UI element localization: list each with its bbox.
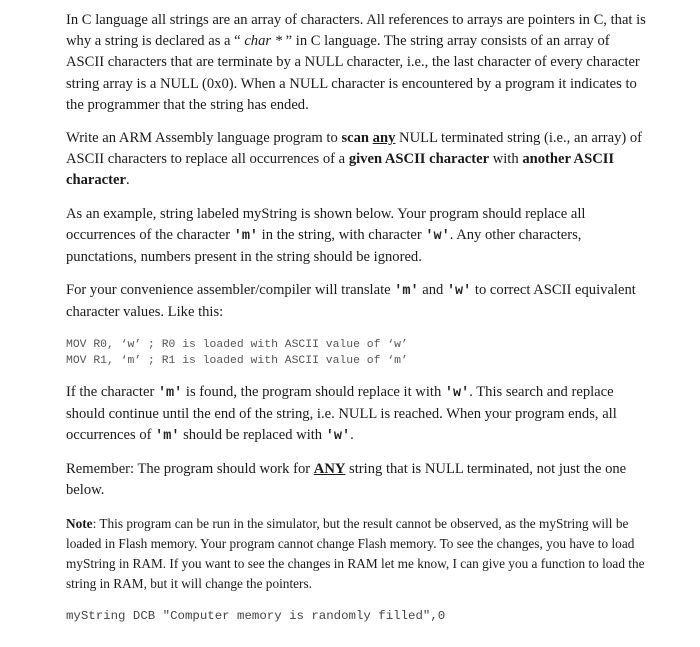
task-text-a: Write an ARM Assembly language program to — [66, 130, 342, 147]
replace-text-a: If the character — [66, 383, 158, 400]
intro-text-b: ” in C language. The string array consists of an array of ASCII characters that are terminate by a NULL character, i.e., the last character of every character string array is a NULL (0x0). When a NULL character is encountered by a program it indicates to the programmer that the string has ended. — [66, 33, 640, 113]
char-m-code: 'm' — [394, 284, 419, 300]
note-paragraph — [66, 514, 648, 594]
example-text-b: in the string, with character — [258, 226, 426, 243]
char-w-code: 'w' — [425, 228, 450, 244]
task-text-b: NULL terminated string (i.e., an array) of ASCII characters to replace all occurrences of a — [66, 130, 643, 168]
example-paragraph — [66, 204, 648, 269]
code-line: MOV R1, ‘m’ ; R1 is loaded with ASCII value of ‘m’ — [66, 355, 408, 368]
convenience-text-b: and — [418, 282, 447, 299]
note-label: Note — [66, 515, 93, 531]
code-line: MOV R0, ‘w’ ; R0 is loaded with ASCII value of ‘w’ — [66, 338, 408, 351]
example-text-c: . Any other characters, punctations, numbers present in the string should be ignored. — [66, 226, 582, 266]
remember-text-b: string that is NULL terminated, not just the one below. — [66, 461, 627, 499]
char-w-code: 'w' — [444, 385, 470, 401]
replace-paragraph — [66, 382, 648, 448]
given-char-keyword: given ASCII character — [348, 151, 490, 168]
convenience-paragraph — [66, 280, 648, 323]
task-text-c: with — [489, 151, 523, 168]
task-text-d: . — [125, 172, 130, 189]
intro-paragraph — [66, 10, 648, 116]
replace-text-e: . — [350, 427, 354, 444]
convenience-text-a: For your convenience assembler/compiler will translate — [66, 282, 395, 299]
replace-text-c: . This search and replace should continue until the end of the string, i.e. NULL is reached. When your program ends, all occurrences of — [66, 383, 617, 444]
another-char-keyword: another ASCII character — [66, 151, 615, 189]
mystring-declaration: myString DCB "Computer memory is randomly filled",0 — [66, 608, 446, 623]
note-text: : This program can be run in the simulator, but the result cannot be observed, as the myString will be loaded in Flash memory. Your program cannot change Flash memory. To see the changes, you have to load myString in RAM. If you want to see the changes in RAM let me know, I can give you a function to load the string in RAM, but it will change the pointers. — [66, 515, 645, 591]
intro-text-a: In C language all strings are an array of characters. All references to arrays are pointers in C, that is why a string is declared as a “ — [66, 12, 646, 50]
task-paragraph — [66, 128, 648, 192]
char-m-code: 'm' — [157, 385, 183, 401]
char-m-code: 'm' — [155, 429, 180, 445]
char-w-code: 'w' — [446, 284, 472, 300]
document-page — [66, 10, 648, 625]
replace-text-d: should be replaced with — [179, 427, 326, 444]
convenience-text-c: to correct ASCII equivalent character values. Like this: — [66, 282, 636, 321]
example-text-a: As an example, string labeled myString is shown below. Your program should replace all occurrences of the character — [66, 205, 586, 243]
remember-paragraph — [66, 459, 648, 501]
char-m-code: 'm' — [233, 228, 259, 244]
char-pointer-term: char * — [244, 33, 283, 50]
remember-text-a: Remember: The program should work for — [66, 461, 314, 478]
scan-keyword: scan — [341, 130, 370, 147]
char-w-code: 'w' — [325, 429, 351, 445]
any-emphasis: ANY — [313, 461, 346, 478]
code-block — [66, 337, 648, 370]
any-keyword: any — [372, 130, 396, 147]
replace-text-b: is found, the program should replace it with — [182, 383, 445, 400]
